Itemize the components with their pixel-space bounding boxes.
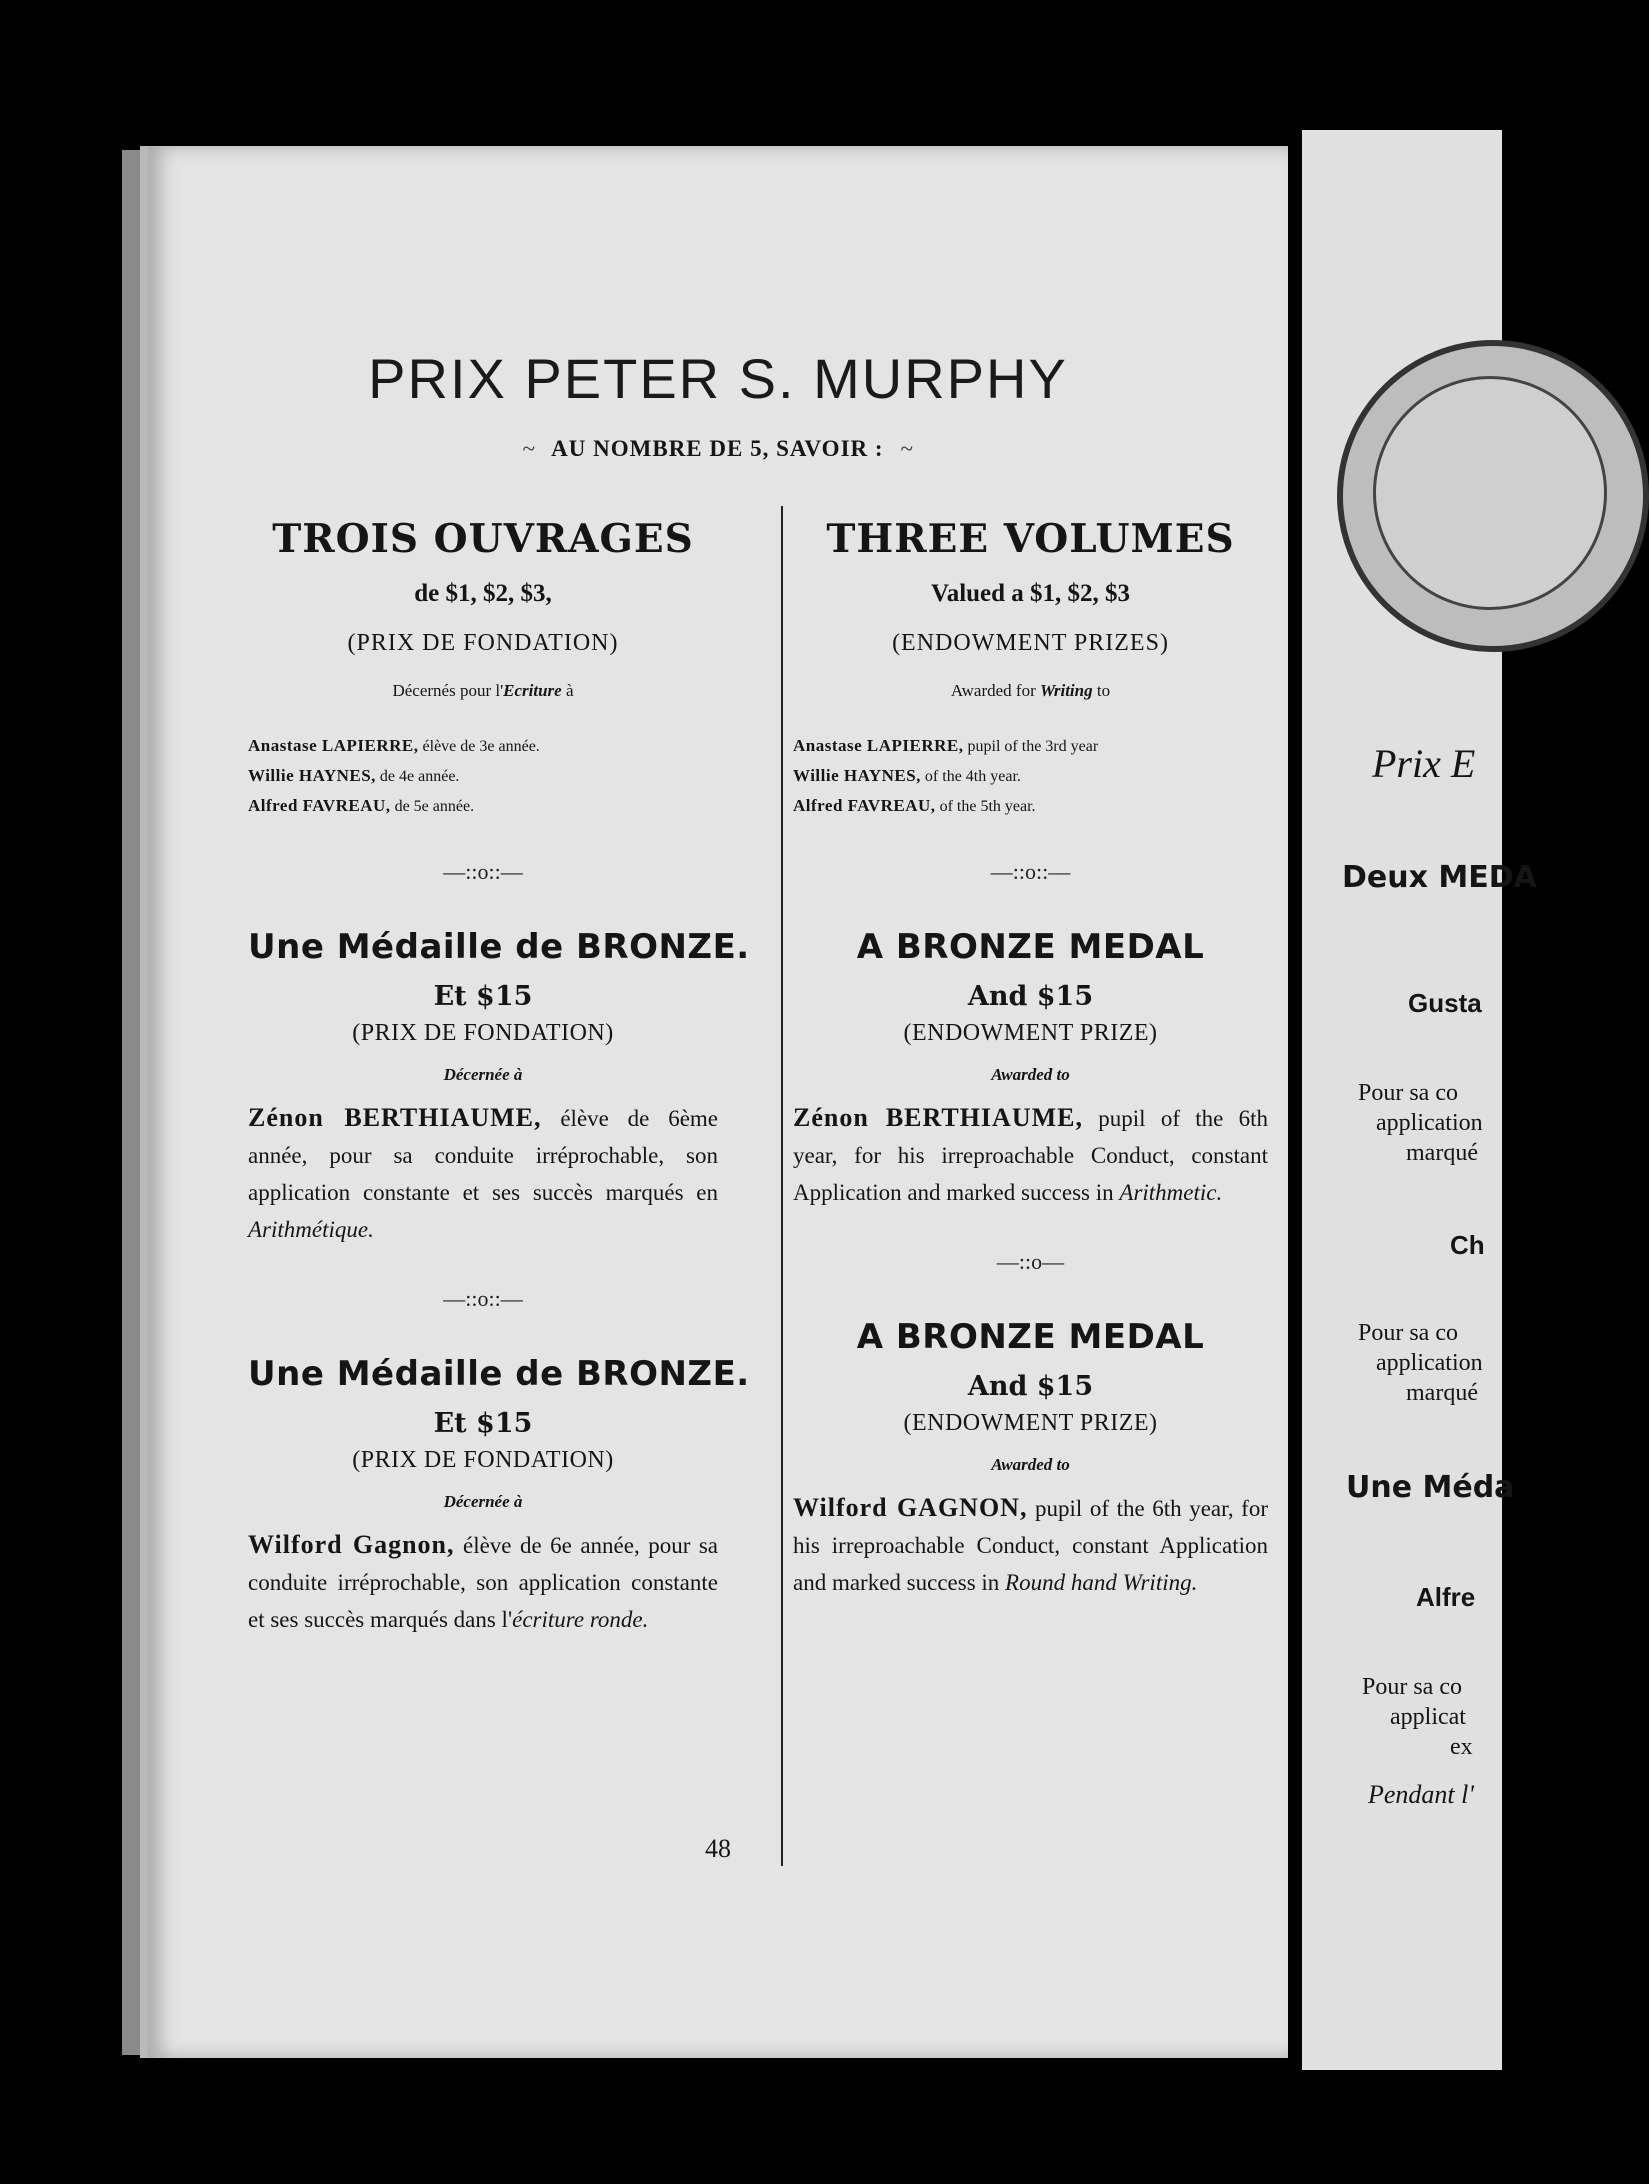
list-item bbox=[248, 791, 718, 821]
medal-paragraph bbox=[248, 1099, 718, 1248]
medal-emblem-inner bbox=[1373, 376, 1607, 610]
separator: —::o::— bbox=[990, 859, 1071, 884]
adjacent-page bbox=[1302, 130, 1537, 2070]
student-detail: de 4e année. bbox=[375, 768, 460, 785]
student-name: Alfred FAVREAU, bbox=[248, 796, 391, 815]
fragment-text: Pour sa co bbox=[1362, 1674, 1462, 1700]
awarded-suffix: to bbox=[1092, 681, 1111, 700]
fragment-text: marqué bbox=[1406, 1140, 1478, 1166]
fragment-text: Ch bbox=[1450, 1230, 1485, 1260]
student-name: Alfred FAVREAU, bbox=[793, 796, 936, 815]
medal-paragraph bbox=[248, 1526, 718, 1638]
medal-awarded: Awarded to bbox=[991, 1455, 1070, 1474]
left-values: de $1, $2, $3, bbox=[414, 580, 552, 607]
medal-amount: Et $15 bbox=[433, 1408, 533, 1439]
recipient-name: Wilford GAGNON, bbox=[793, 1493, 1028, 1522]
awarded-prefix: Décernés pour l' bbox=[392, 681, 504, 700]
subtitle-text: AU NOMBRE DE 5, SAVOIR : bbox=[551, 436, 884, 461]
fragment-text: application bbox=[1376, 1110, 1483, 1136]
list-item bbox=[248, 731, 718, 761]
right-endowment: (ENDOWMENT PRIZES) bbox=[892, 630, 1169, 656]
column-divider bbox=[781, 506, 783, 1866]
english-column bbox=[793, 506, 1268, 1601]
student-detail: of the 5th year. bbox=[935, 798, 1036, 815]
medal-heading: A BRONZE MEDAL bbox=[856, 927, 1205, 967]
recipient-text: élève de 6ème année, pour sa conduite irréprochable, son application constante et ses succès marqués en bbox=[248, 1106, 718, 1205]
recipient-name: Wilford Gagnon, bbox=[248, 1530, 455, 1559]
medal-awarded: Décernée à bbox=[443, 1065, 523, 1084]
fragment-text: applicat bbox=[1390, 1704, 1466, 1730]
separator: —::o::— bbox=[443, 859, 523, 884]
fragment-text: Gusta bbox=[1408, 988, 1482, 1018]
recipient-subject: Arithmétique. bbox=[248, 1217, 374, 1242]
medal-emblem bbox=[1337, 340, 1649, 652]
subtitle bbox=[148, 436, 1288, 462]
recipient-subject: Round hand Writing. bbox=[1005, 1570, 1198, 1595]
french-column bbox=[248, 506, 750, 1638]
fragment-text: Pour sa co bbox=[1358, 1320, 1458, 1346]
student-name: Anastase LAPIERRE, bbox=[793, 736, 964, 755]
page-number: 48 bbox=[705, 1834, 731, 1863]
medal-paragraph bbox=[793, 1489, 1268, 1601]
fragment-text: marqué bbox=[1406, 1380, 1478, 1406]
recipient-name: Zénon BERTHIAUME, bbox=[248, 1103, 542, 1132]
right-heading: THREE VOLUMES bbox=[826, 516, 1235, 562]
awarded-suffix: à bbox=[561, 681, 574, 700]
medal-amount: And $15 bbox=[967, 981, 1094, 1012]
fragment-text: Une Méda bbox=[1346, 1470, 1515, 1505]
separator: —::o::— bbox=[443, 1286, 523, 1311]
fragment-text: Alfre bbox=[1416, 1582, 1476, 1612]
medal-awarded: Décernée à bbox=[443, 1492, 523, 1511]
left-names bbox=[248, 731, 718, 821]
recipient-text: pupil of the 6th year, for his irreproachable Conduct, constant Application and marked success in bbox=[793, 1106, 1269, 1205]
medal-endowment: (ENDOWMENT PRIZE) bbox=[903, 1410, 1158, 1436]
recipient-name: Zénon BERTHIAUME, bbox=[793, 1103, 1083, 1132]
recipient-text: élève de 6e année, pour sa conduite irréprochable, son application constante et ses succès marqués dans l' bbox=[248, 1533, 718, 1632]
student-detail: de 5e année. bbox=[390, 798, 475, 815]
student-detail: pupil of the 3rd year bbox=[963, 738, 1099, 755]
medal-endowment: (PRIX DE FONDATION) bbox=[352, 1447, 614, 1473]
fragment-text: application bbox=[1376, 1350, 1483, 1376]
student-name: Willie HAYNES, bbox=[793, 766, 921, 785]
recipient-text: pupil of the 6th year, for his irreproachable Conduct, constant Application and marked success in bbox=[793, 1496, 1268, 1595]
medal-awarded: Awarded to bbox=[991, 1065, 1070, 1084]
medal-heading: A BRONZE MEDAL bbox=[856, 1317, 1205, 1357]
right-awarded-for bbox=[793, 681, 1268, 701]
right-ornament: ~ bbox=[900, 436, 914, 461]
medal-heading: Une Médaille de BRONZE. bbox=[248, 1354, 750, 1394]
list-item bbox=[793, 731, 1268, 761]
fragment-text: Pendant l' bbox=[1368, 1780, 1474, 1809]
separator: —::o— bbox=[996, 1249, 1065, 1274]
medal-paragraph bbox=[793, 1099, 1268, 1211]
left-endowment: (PRIX DE FONDATION) bbox=[347, 630, 619, 656]
student-detail: élève de 3e année. bbox=[418, 738, 540, 755]
awarded-prefix: Awarded for bbox=[950, 681, 1040, 700]
medal-endowment: (PRIX DE FONDATION) bbox=[352, 1020, 614, 1046]
script-title: Prix E bbox=[1372, 741, 1476, 786]
left-awarded-for bbox=[248, 681, 718, 701]
medal-amount: And $15 bbox=[967, 1371, 1094, 1402]
right-values: Valued a $1, $2, $3 bbox=[930, 580, 1131, 607]
list-item bbox=[248, 761, 718, 791]
document-page bbox=[140, 146, 1288, 2058]
medal-heading: Une Médaille de BRONZE. bbox=[248, 927, 750, 967]
recipient-subject: Arithmetic. bbox=[1119, 1180, 1223, 1205]
student-name: Anastase LAPIERRE, bbox=[248, 736, 419, 755]
fragment-text: Pour sa co bbox=[1358, 1080, 1458, 1106]
fragment-text: Deux MEDA bbox=[1342, 860, 1537, 895]
left-ornament: ~ bbox=[522, 436, 536, 461]
list-item bbox=[793, 761, 1268, 791]
fragment-text: ex bbox=[1450, 1734, 1473, 1760]
right-names bbox=[793, 731, 1268, 821]
student-detail: of the 4th year. bbox=[920, 768, 1021, 785]
left-heading: TROIS OUVRAGES bbox=[272, 516, 694, 562]
awarded-subject: Writing bbox=[1040, 681, 1093, 700]
list-item bbox=[793, 791, 1268, 821]
medal-endowment: (ENDOWMENT PRIZE) bbox=[903, 1020, 1158, 1046]
student-name: Willie HAYNES, bbox=[248, 766, 376, 785]
medal-amount: Et $15 bbox=[433, 981, 533, 1012]
awarded-subject: Ecriture bbox=[503, 681, 562, 700]
recipient-subject: écriture ronde. bbox=[512, 1607, 649, 1632]
page-edge bbox=[122, 150, 140, 2055]
page-title: PRIX PETER S. MURPHY bbox=[368, 347, 1068, 410]
